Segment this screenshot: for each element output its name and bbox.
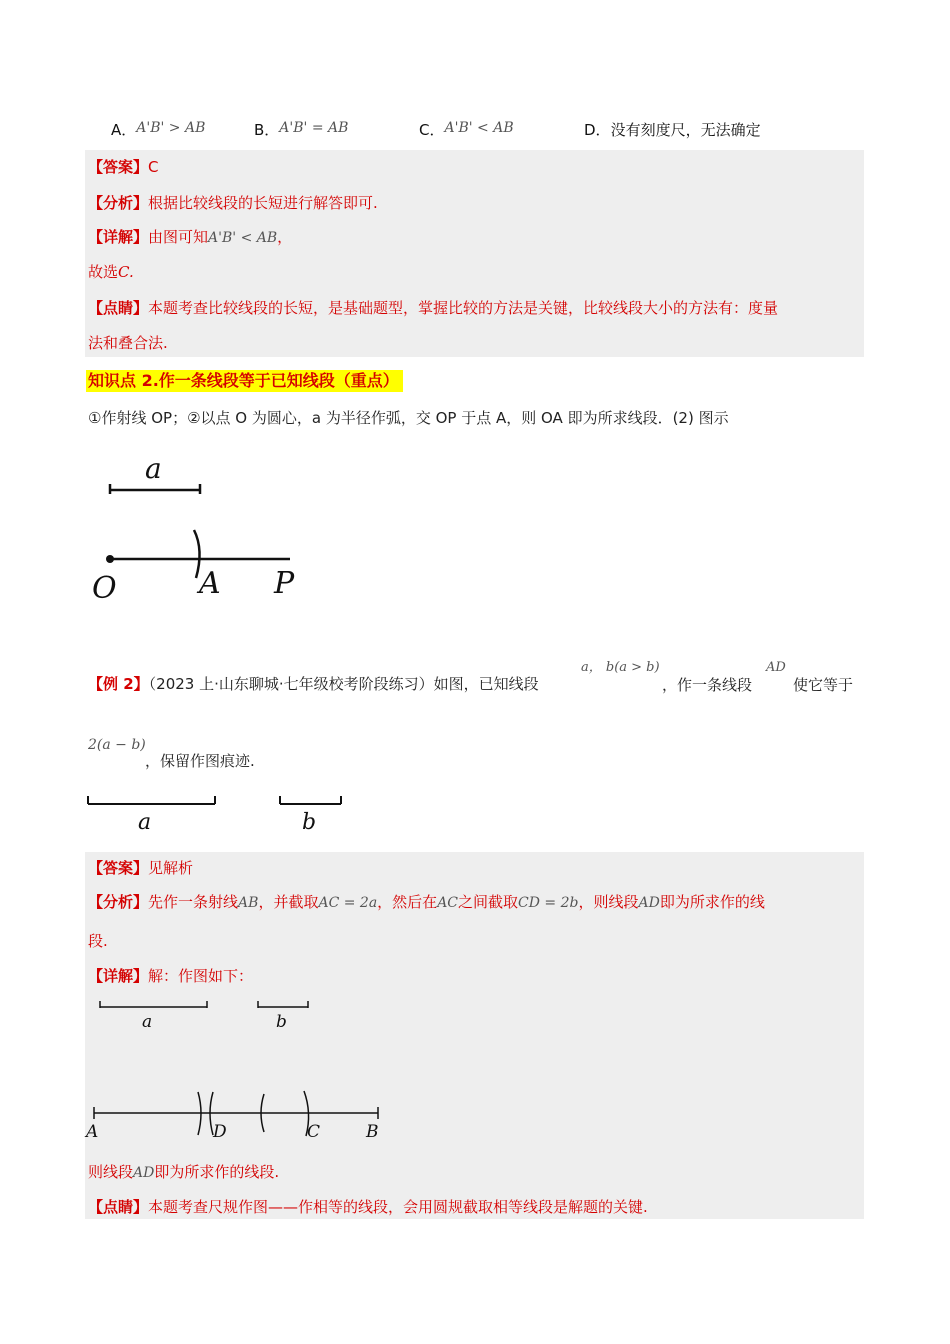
- conclusion-suffix: 即为所求作的线段.: [154, 1163, 280, 1181]
- q1-analysis: [88, 193, 378, 213]
- point-c-label: C: [307, 1122, 321, 1142]
- solution-box-1: [85, 150, 864, 357]
- analysis-part-2: ，并截取: [258, 893, 319, 911]
- segment-a: [100, 1001, 207, 1008]
- q2-analysis: [88, 892, 765, 913]
- detail-text: 由图可知: [148, 228, 209, 246]
- segment-b-label: b: [276, 1012, 287, 1032]
- option-a-math: A'B' > AB: [136, 120, 206, 136]
- analysis-text: 根据比较线段的长短进行解答即可.: [148, 194, 378, 212]
- conclusion-math: AD: [133, 1165, 155, 1181]
- analysis-part-6: 即为所求作的线: [659, 893, 765, 911]
- detail-tag: 【详解】: [88, 228, 149, 246]
- analysis-tag: 【分析】: [88, 893, 149, 911]
- q1-comment: [88, 298, 778, 318]
- analysis-math-5: AD: [638, 895, 660, 911]
- option-b-math: A'B' = AB: [279, 120, 349, 136]
- q2-answer: [88, 858, 193, 878]
- segment-a-label: a: [138, 810, 152, 835]
- analysis-tag: 【分析】: [88, 194, 149, 212]
- analysis-math-3: AC: [437, 895, 459, 911]
- option-c: [419, 119, 514, 140]
- comment-line-2: 法和叠合法.: [88, 334, 168, 352]
- example-tag: 【例 2】: [88, 675, 149, 693]
- point-o-label: O: [92, 571, 117, 606]
- point-p-label: P: [274, 566, 295, 601]
- q1-comment-cont: [88, 333, 168, 353]
- option-d: [584, 119, 761, 140]
- q2-conclusion: [88, 1162, 279, 1183]
- q1-conclusion: [88, 262, 134, 282]
- comment-line-1: 本题考查比较线段的长短，是基础题型，掌握比较的方法是关键，比较线段大小的方法有：度量: [148, 299, 779, 317]
- answer-value: C: [148, 158, 159, 176]
- example-source: （2023 上·山东聊城·七年级校考阶段练习）: [148, 675, 434, 693]
- segment-b-label: b: [302, 810, 317, 835]
- answer-tag: 【答案】: [88, 158, 149, 176]
- example-text-1: 如图，已知线段: [433, 675, 539, 693]
- segment-b: [280, 796, 341, 804]
- option-d-text: 没有刻度尺，无法确定: [610, 121, 761, 139]
- analysis-part-3: ，然后在: [377, 893, 438, 911]
- comment-text: 本题考查尺规作图——作相等的线段，会用圆规截取相等线段是解题的关键.: [148, 1198, 648, 1216]
- comment-tag: 【点睛】: [88, 1198, 149, 1216]
- analysis-part-7: 段.: [88, 932, 108, 950]
- answer-tag: 【答案】: [88, 859, 149, 877]
- analysis-math-4: CD = 2b: [518, 895, 579, 911]
- conclusion-text: 故选: [88, 263, 119, 281]
- example-math-2: AD: [766, 660, 786, 675]
- option-c-label: C．: [419, 121, 445, 139]
- figure-construct-segment: [88, 450, 318, 610]
- example-text-3: 使它等于: [793, 676, 854, 694]
- detail-suffix: ，: [277, 228, 293, 246]
- segment-a: [88, 796, 215, 804]
- example-math-3: 2(a − b): [88, 737, 146, 753]
- q1-detail: [88, 227, 292, 248]
- q1-answer: [88, 157, 159, 177]
- q2-analysis-cont: [88, 931, 108, 951]
- point-d-label: D: [213, 1122, 227, 1142]
- segment-a-label: a: [145, 452, 162, 485]
- analysis-math-1: AB: [238, 895, 259, 911]
- option-a-label: A．: [111, 121, 137, 139]
- analysis-part-5: ，则线段: [578, 893, 639, 911]
- example-math-1: a， b(a > b): [581, 660, 660, 675]
- option-a: [111, 119, 205, 140]
- conclusion-prefix: 则线段: [88, 1163, 134, 1181]
- example2-line1: [88, 674, 539, 694]
- detail-text: 解：作图如下：: [148, 967, 254, 985]
- point-a-label: A: [86, 1122, 99, 1142]
- analysis-part-1: 先作一条射线: [148, 893, 239, 911]
- point-a-label: A: [199, 566, 221, 601]
- point-b-label: B: [366, 1122, 379, 1142]
- example-text-2: ，作一条线段: [662, 676, 753, 694]
- knowledge-point-body: ①作射线 OP；②以点 O 为圆心，a 为半径作弧，交 OP 于点 A，则 OA 即为所求线段．(2) 图示: [88, 409, 729, 427]
- segment-b: [258, 1001, 308, 1008]
- segment-a-label: a: [142, 1012, 153, 1032]
- figure-given-segments: [86, 792, 356, 837]
- figure-solution-construction: [86, 995, 396, 1145]
- analysis-math-2: AC = 2a: [318, 895, 378, 911]
- detail-math: A'B' < AB: [208, 230, 278, 246]
- option-b-label: B．: [254, 121, 280, 139]
- example-text-4: ，保留作图痕迹.: [145, 752, 255, 770]
- conclusion-math: C.: [118, 263, 134, 281]
- option-b: [254, 119, 348, 140]
- answer-value: 见解析: [148, 859, 194, 877]
- option-d-label: D．: [584, 121, 611, 139]
- q2-comment: [88, 1197, 648, 1217]
- detail-tag: 【详解】: [88, 967, 149, 985]
- segment-a-bracket: [110, 484, 200, 494]
- knowledge-point-title: 知识点 2.作一条线段等于已知线段（重点）: [86, 370, 403, 392]
- comment-tag: 【点睛】: [88, 299, 149, 317]
- analysis-part-4: 之间截取: [458, 893, 519, 911]
- q2-detail: [88, 966, 253, 986]
- option-c-math: A'B' < AB: [444, 120, 514, 136]
